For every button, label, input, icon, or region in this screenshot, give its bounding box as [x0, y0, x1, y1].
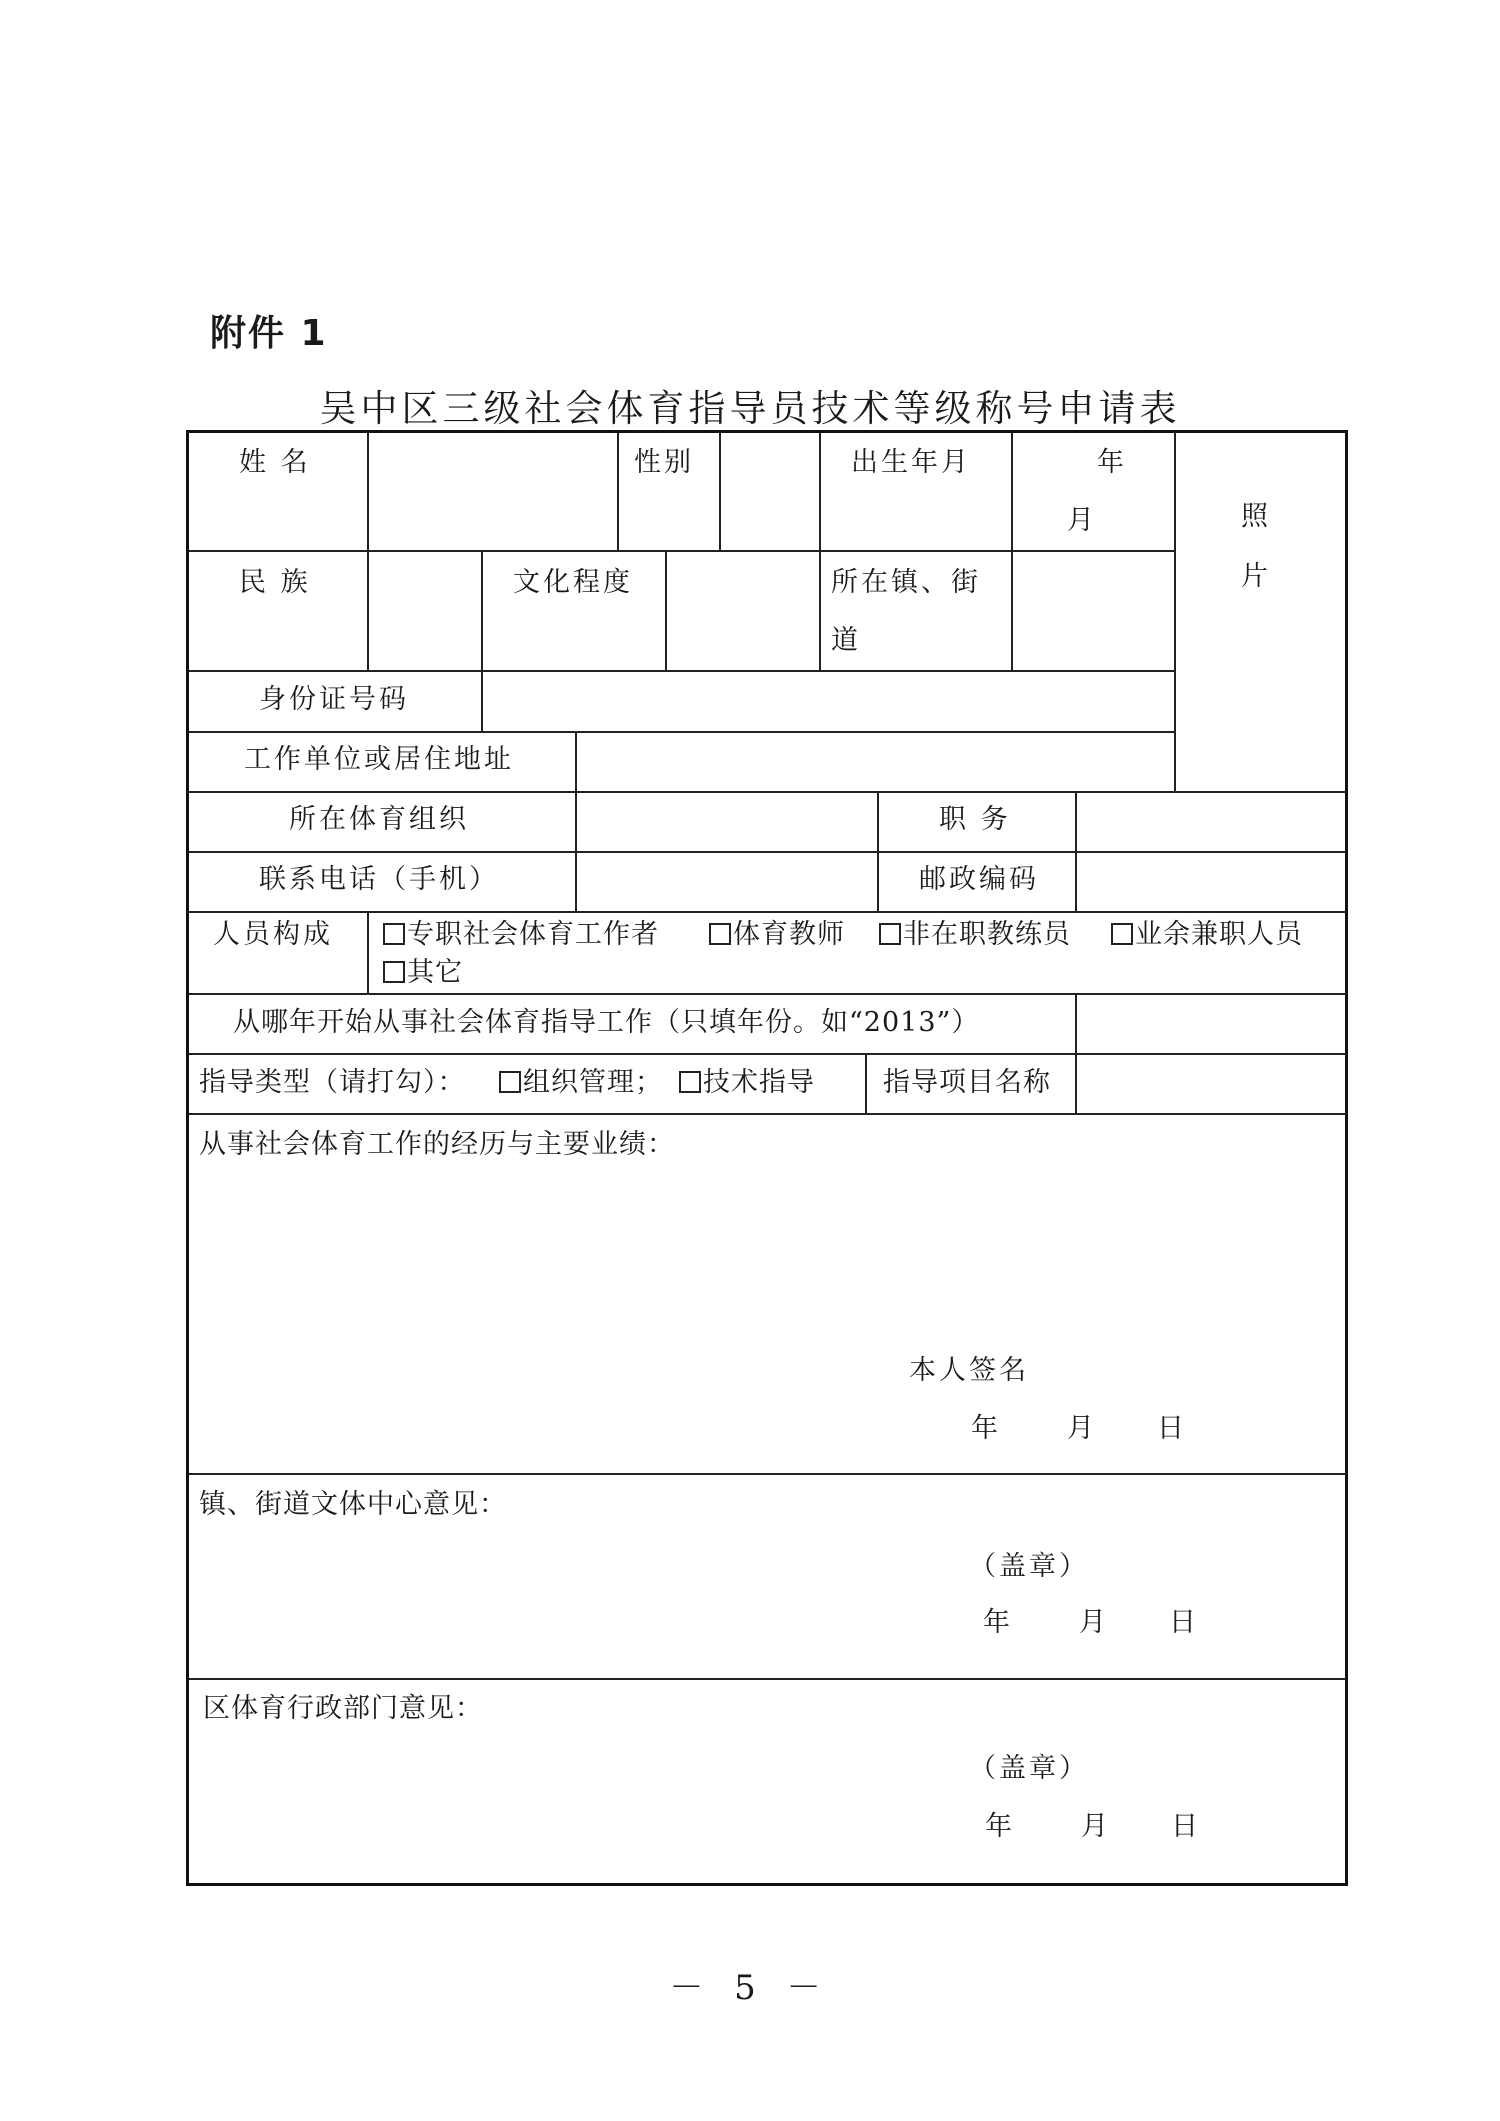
form-title: 吴中区三级社会体育指导员技术等级称号申请表 [319, 387, 1181, 430]
town-label-cont: 道 [831, 625, 861, 656]
birth-label: 出生年月 [851, 447, 971, 478]
date-day: 日 [1169, 1607, 1199, 1638]
col-divider [481, 670, 483, 731]
town-opinion-label: 镇、街道文体中心意见： [199, 1489, 507, 1520]
guide-type-option[interactable]: 组织管理； [499, 1065, 663, 1101]
checkbox-icon[interactable] [383, 961, 405, 983]
col-divider [719, 433, 721, 550]
date-month: 月 [1079, 1607, 1109, 1638]
col-divider [481, 550, 483, 670]
position-label: 职 务 [939, 804, 1011, 835]
row-divider [189, 1678, 1346, 1680]
education-label: 文化程度 [513, 567, 633, 598]
workplace-label: 工作单位或居住地址 [244, 744, 514, 775]
col-divider [1174, 433, 1176, 791]
date-year: 年 [985, 1811, 1015, 1842]
col-divider [367, 433, 369, 550]
checkbox-icon[interactable] [499, 1071, 521, 1093]
birth-year-label: 年 [1097, 447, 1127, 478]
gender-label: 性别 [634, 447, 694, 478]
checkbox-icon[interactable] [679, 1071, 701, 1093]
col-divider [1075, 993, 1077, 1113]
page-number: － 5 － [669, 1968, 831, 2008]
date-day: 日 [1157, 1413, 1187, 1444]
date-month: 月 [1067, 1413, 1097, 1444]
stamp-label: （盖章） [969, 1753, 1089, 1784]
checkbox-icon[interactable] [879, 923, 901, 945]
attachment-label: 附件 1 [210, 313, 328, 354]
row-divider [189, 1053, 1346, 1055]
composition-label: 人员构成 [213, 919, 333, 950]
application-form [186, 430, 1348, 1886]
col-divider [1011, 433, 1013, 670]
composition-option[interactable]: 业余兼职人员 [1111, 917, 1303, 953]
row-divider [189, 993, 1346, 995]
guide-project-label: 指导项目名称 [883, 1067, 1051, 1098]
composition-option[interactable]: 其它 [383, 955, 463, 991]
date-year: 年 [971, 1413, 1001, 1444]
row-divider [189, 851, 1346, 853]
photo-label-1: 照 [1241, 501, 1271, 532]
col-divider [367, 550, 369, 670]
ethnicity-label: 民 族 [239, 567, 311, 598]
col-divider [367, 911, 369, 993]
col-divider [617, 433, 619, 550]
composition-option[interactable]: 体育教师 [709, 917, 845, 953]
start-year-label: 从哪年开始从事社会体育指导工作（只填年份。如“2013”） [233, 1007, 980, 1038]
town-label: 所在镇、街 [831, 567, 981, 598]
photo-label-2: 片 [1241, 561, 1271, 592]
stamp-label: （盖章） [969, 1551, 1089, 1582]
row-divider [189, 670, 1174, 672]
col-divider [575, 731, 577, 911]
checkbox-icon[interactable] [383, 923, 405, 945]
row-divider [189, 550, 1174, 552]
row-divider [189, 791, 1346, 793]
phone-label: 联系电话（手机） [259, 864, 499, 895]
postcode-label: 邮政编码 [919, 864, 1039, 895]
guide-type-label: 指导类型（请打勾）： [199, 1067, 466, 1098]
name-label: 姓 名 [239, 447, 311, 478]
date-day: 日 [1171, 1811, 1201, 1842]
signature-label: 本人签名 [909, 1355, 1029, 1386]
guide-type-option[interactable]: 技术指导 [679, 1065, 815, 1101]
col-divider [877, 791, 879, 911]
row-divider [189, 911, 1346, 913]
row-divider [189, 1113, 1346, 1115]
checkbox-icon[interactable] [1111, 923, 1133, 945]
birth-month-label: 月 [1067, 505, 1097, 536]
date-year: 年 [983, 1607, 1013, 1638]
row-divider [189, 731, 1174, 733]
date-month: 月 [1081, 1811, 1111, 1842]
id-number-label: 身份证号码 [259, 684, 409, 715]
row-divider [189, 1473, 1346, 1475]
composition-option[interactable]: 专职社会体育工作者 [383, 917, 659, 953]
org-label: 所在体育组织 [289, 804, 469, 835]
district-opinion-label: 区体育行政部门意见： [203, 1693, 483, 1724]
checkbox-icon[interactable] [709, 923, 731, 945]
col-divider [865, 1053, 867, 1113]
col-divider [819, 433, 821, 670]
composition-option[interactable]: 非在职教练员 [879, 917, 1071, 953]
col-divider [1075, 791, 1077, 911]
experience-label: 从事社会体育工作的经历与主要业绩： [199, 1129, 675, 1160]
col-divider [665, 550, 667, 670]
